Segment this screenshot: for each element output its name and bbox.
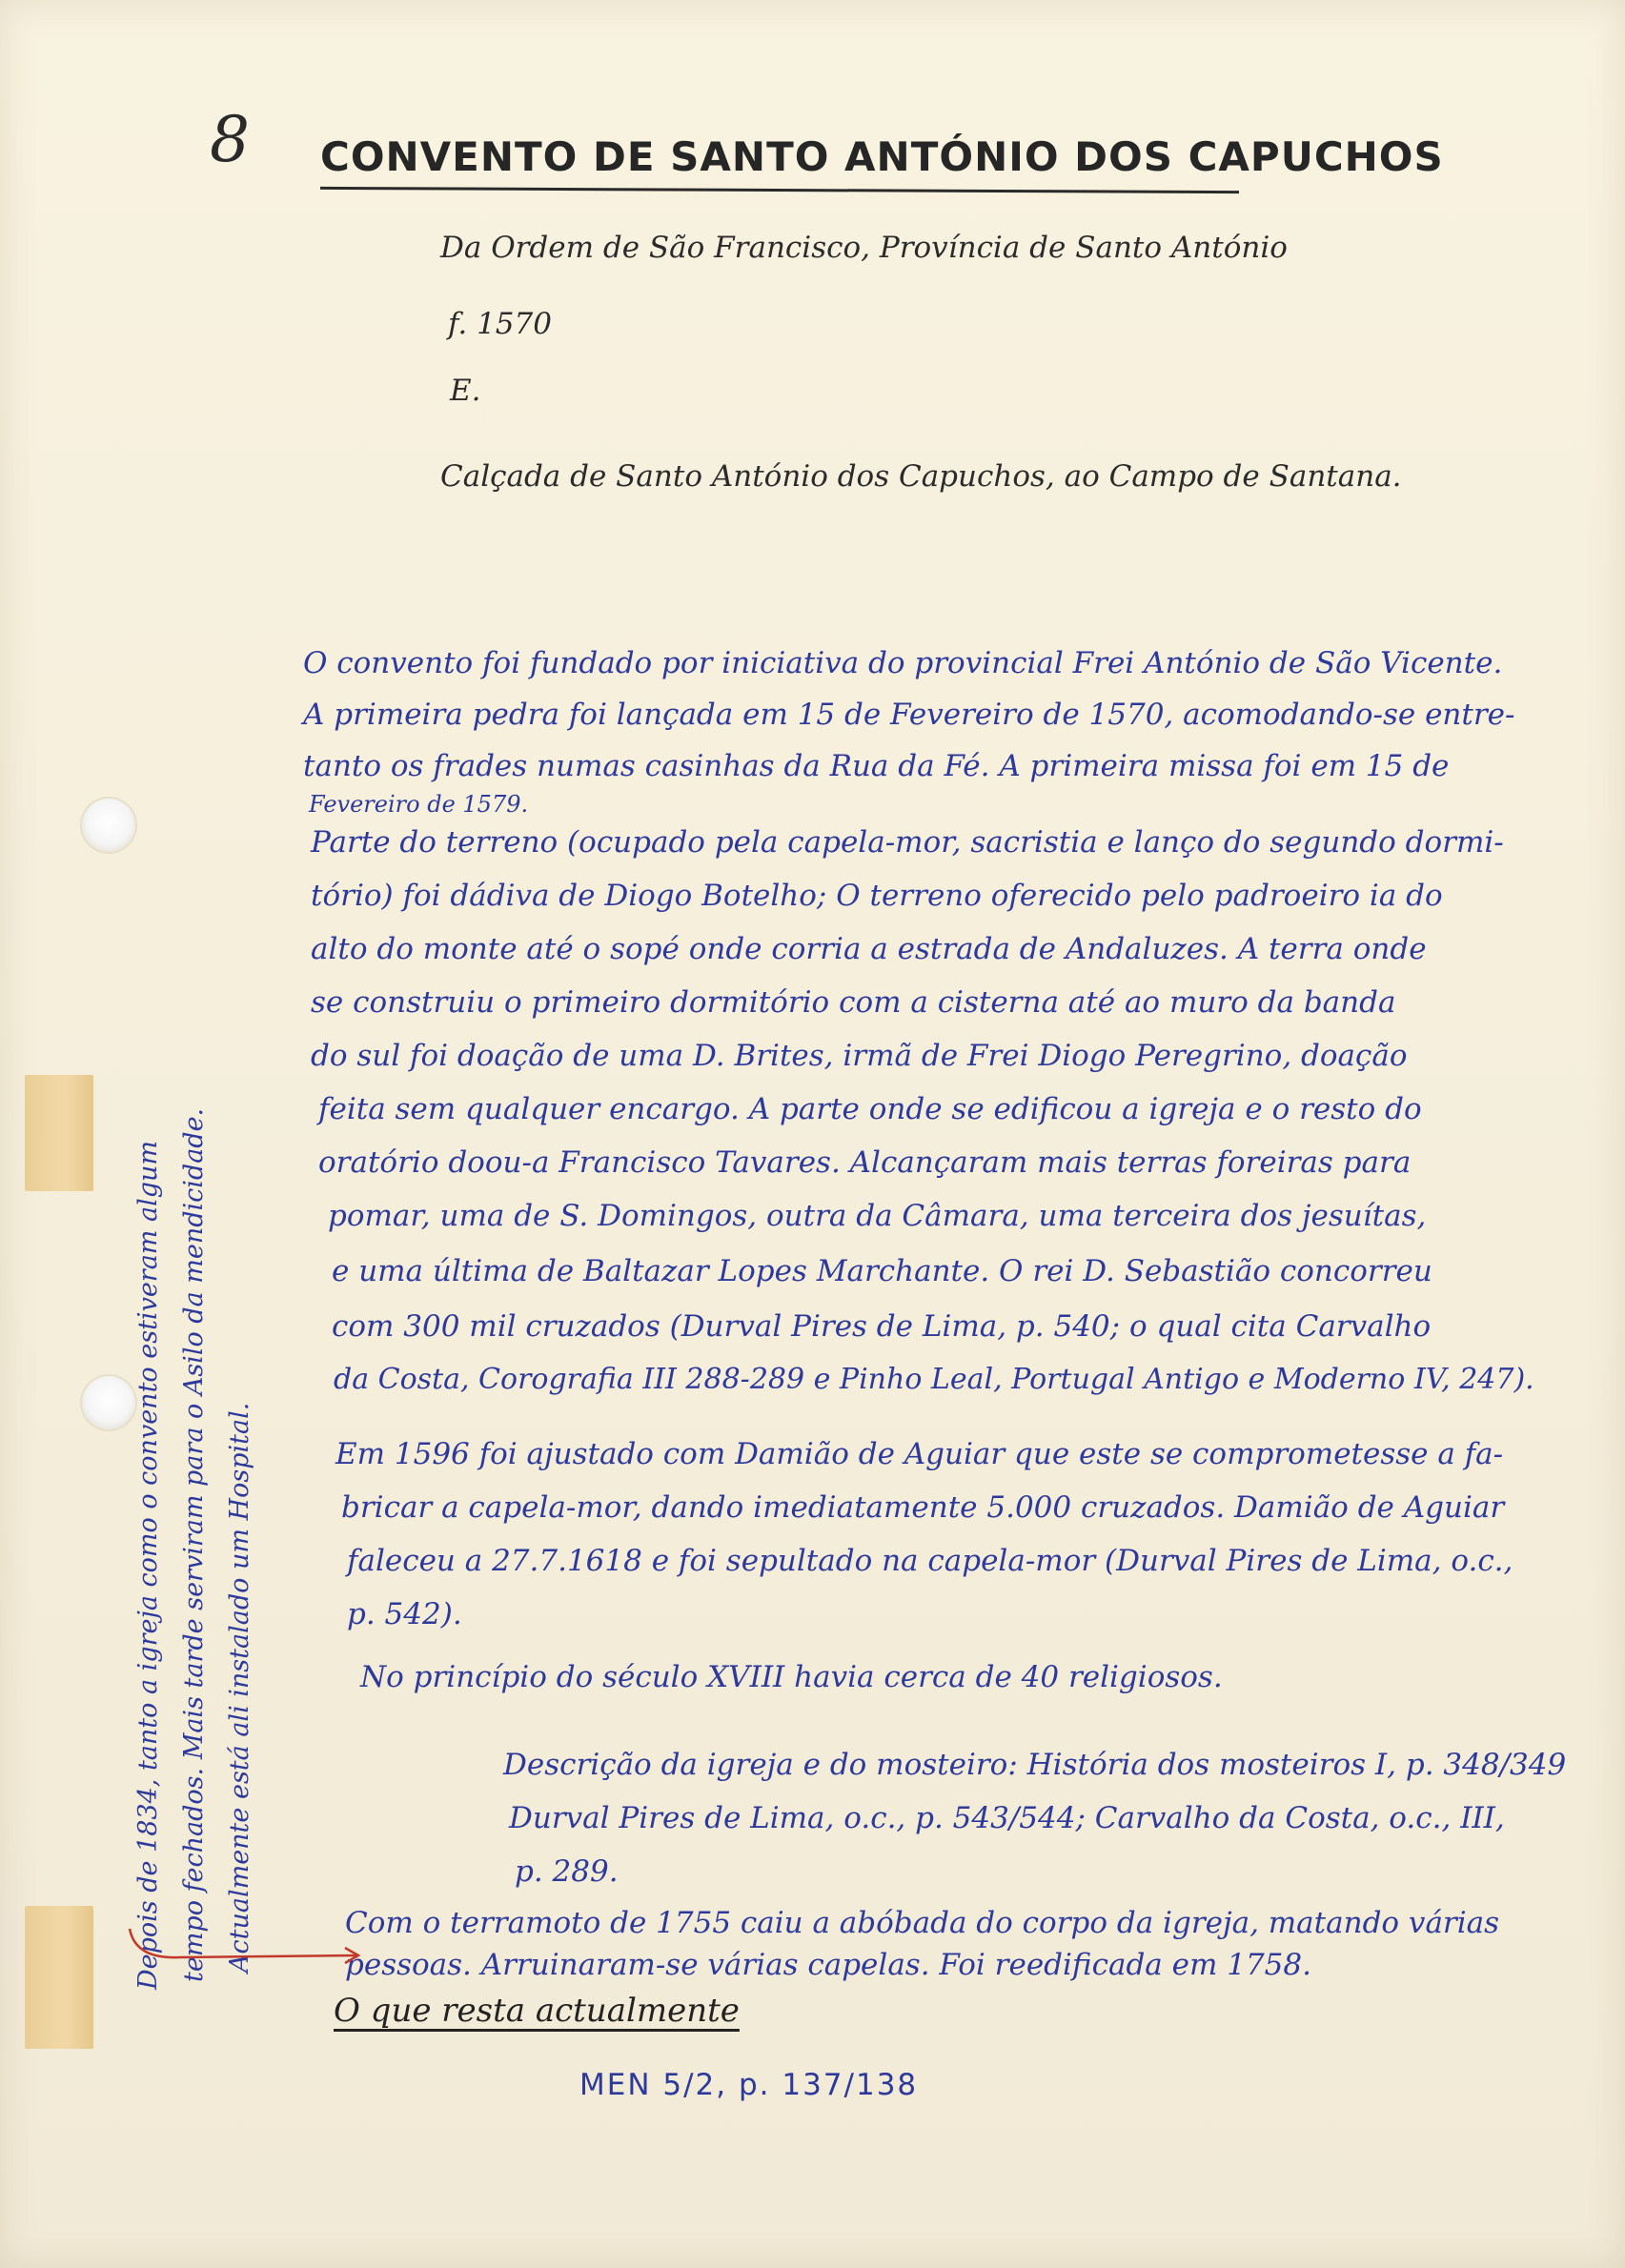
body-line: e uma última de Baltazar Lopes Marchante. O rei D. Sebastião concorreu: [332, 1254, 1432, 1288]
body-line: O convento foi fundado por iniciativa do provincial Frei António de São Vicente.: [303, 646, 1503, 680]
body-line: feita sem qualquer encargo. A parte onde se edificou a igreja e o resto do: [318, 1092, 1422, 1126]
side-note-line: tempo fechados. Mais tarde serviram para o Asilo da mendicidade.: [179, 1107, 209, 1982]
extinct-line: E.: [450, 374, 481, 408]
order-line: Da Ordem de São Francisco, Província de Santo António: [440, 231, 1288, 265]
tape-remnant-bottom: [25, 1906, 93, 2049]
sheet-number-mark: 8: [210, 103, 250, 176]
archive-reference: MEN 5/2, p. 137/138: [579, 2068, 919, 2102]
body-line: No princípio do século XVIII havia cerca de 40 religiosos.: [360, 1660, 1223, 1694]
body-line: p. 542).: [347, 1597, 462, 1631]
title-underline: [320, 187, 1239, 193]
body-line: se construiu o primeiro dormitório com a cisterna até ao muro da banda: [311, 985, 1396, 1020]
body-line: Parte do terreno (ocupado pela capela-mor, sacristia e lanço do segundo dormi-: [311, 825, 1504, 860]
body-line: com 300 mil cruzados (Durval Pires de Lima, p. 540; o qual cita Carvalho: [332, 1309, 1432, 1344]
page-title: CONVENTO DE SANTO ANTÓNIO DOS CAPUCHOS: [320, 133, 1444, 180]
body-line: Fevereiro de 1579.: [309, 791, 529, 818]
body-line: alto do monte até o sopé onde corria a estrada de Andaluzes. A terra onde: [311, 932, 1427, 966]
earthquake-line: pessoas. Arruinaram-se várias capelas. Foi reedificada em 1758.: [345, 1948, 1311, 1982]
side-note-line: Depois de 1834, tanto a igreja como o convento estiveram algum: [133, 1141, 163, 1990]
body-line: oratório doou-a Francisco Tavares. Alcançaram mais terras foreiras para: [318, 1145, 1412, 1180]
location-line: Calçada de Santo António dos Capuchos, ao Campo de Santana.: [440, 459, 1402, 494]
body-line: A primeira pedra foi lançada em 15 de Fevereiro de 1570, acomodando-se entre-: [303, 698, 1515, 732]
tape-remnant-top: [25, 1075, 93, 1191]
remaining-heading: O que resta actualmente: [334, 1992, 740, 2030]
earthquake-line: Com o terramoto de 1755 caiu a abóbada do corpo da igreja, matando várias: [345, 1906, 1500, 1940]
body-line: faleceu a 27.7.1618 e foi sepultado na capela-mor (Durval Pires de Lima, o.c.,: [347, 1544, 1513, 1578]
founded-line: f. 1570: [448, 307, 552, 341]
body-line: da Costa, Corografia III 288-289 e Pinho Leal, Portugal Antigo e Moderno IV, 247).: [334, 1363, 1534, 1396]
red-arrow-icon: [122, 1921, 370, 1988]
body-line: bricar a capela-mor, dando imediatamente 5.000 cruzados. Damião de Aguiar: [341, 1490, 1505, 1525]
description-reference-line: Durval Pires de Lima, o.c., p. 543/544; Carvalho da Costa, o.c., III,: [509, 1801, 1505, 1835]
body-line: pomar, uma de S. Domingos, outra da Câmara, uma terceira dos jesuítas,: [328, 1199, 1427, 1233]
body-line: tanto os frades numas casinhas da Rua da Fé. A primeira missa foi em 15 de: [303, 749, 1450, 783]
punch-hole-bottom: [82, 1376, 135, 1429]
body-line: Em 1596 foi ajustado com Damião de Aguiar que este se comprometesse a fa-: [335, 1437, 1504, 1471]
body-line: do sul foi doação de uma D. Brites, irmã de Frei Diogo Peregrino, doação: [311, 1039, 1408, 1073]
side-note-line: Actualmente está ali instalado um Hospital.: [225, 1402, 254, 1973]
body-line: tório) foi dádiva de Diogo Botelho; O terreno oferecido pelo padroeiro ia do: [311, 879, 1443, 913]
description-reference-line: p. 289.: [515, 1854, 619, 1889]
description-reference-line: Descrição da igreja e do mosteiro: História dos mosteiros I, p. 348/349: [503, 1748, 1567, 1782]
punch-hole-top: [82, 799, 135, 852]
